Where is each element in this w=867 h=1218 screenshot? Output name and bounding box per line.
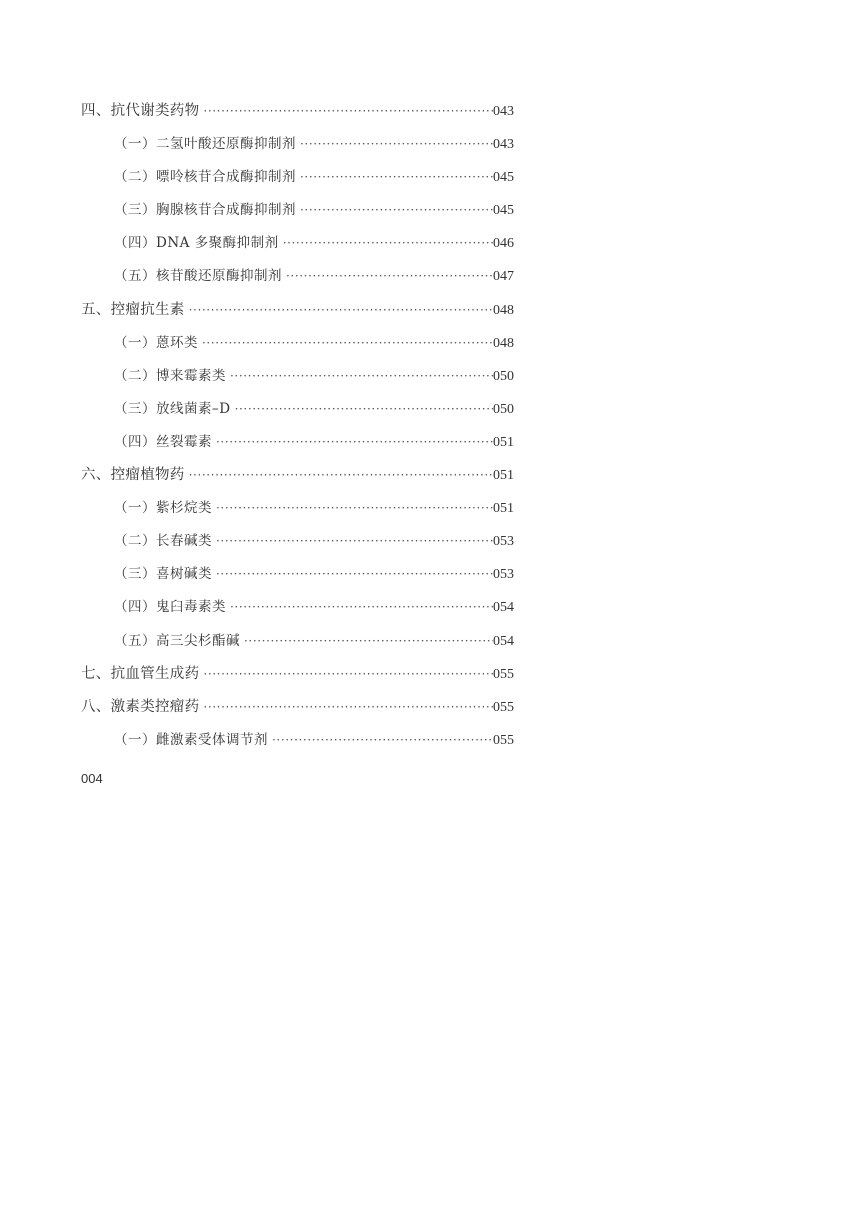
toc-entry-title: （三）喜树碱类	[114, 566, 212, 583]
toc-entry-title: （一）二氢叶酸还原酶抑制剂	[114, 136, 296, 153]
toc-entry-title: （二）嘌呤核苷合成酶抑制剂	[114, 169, 296, 186]
toc-entry-title: （二）长春碱类	[114, 533, 212, 550]
toc-entry-page: 054	[493, 633, 514, 649]
toc-entry-page: 043	[493, 137, 514, 153]
toc-entry-page: 051	[493, 468, 514, 484]
toc-entry-title: （三）放线菌素–D	[114, 400, 231, 417]
dot-leader	[283, 229, 493, 257]
toc-entry[interactable]	[81, 560, 514, 593]
dot-leader	[189, 461, 493, 489]
page-number: 004	[81, 771, 103, 786]
toc-entry[interactable]	[81, 329, 514, 362]
toc-entry[interactable]	[81, 527, 514, 560]
toc-entry-page: 054	[493, 600, 514, 616]
toc-entry-title: （四）丝裂霉素	[114, 433, 212, 450]
dot-leader	[235, 395, 493, 423]
toc-entry[interactable]	[81, 395, 514, 428]
dot-leader	[272, 726, 493, 754]
toc-entry-page: 050	[493, 401, 514, 417]
toc-entry-page: 046	[493, 236, 514, 252]
toc-entry-page: 053	[493, 534, 514, 550]
dot-leader	[230, 362, 493, 390]
toc-entry-title: （一）紫杉烷类	[114, 500, 212, 517]
toc-entry[interactable]	[81, 461, 514, 494]
toc-entry-page: 045	[493, 203, 514, 219]
toc-entry[interactable]	[81, 262, 514, 295]
dot-leader	[244, 627, 493, 655]
toc-entry-title: （一）雌激素受体调节剂	[114, 731, 268, 748]
dot-leader	[203, 97, 493, 125]
toc-entry[interactable]	[81, 494, 514, 527]
dot-leader	[216, 428, 493, 456]
toc-entry-page: 045	[493, 170, 514, 186]
toc-entry-title: （五）高三尖杉酯碱	[114, 632, 240, 649]
toc-entry-page: 055	[493, 732, 514, 748]
toc-entry-title: （一）蒽环类	[114, 334, 198, 351]
toc-entry-title: （三）胸腺核苷合成酶抑制剂	[114, 202, 296, 219]
dot-leader	[230, 593, 493, 621]
toc-entry-title: 八、激素类控瘤药	[81, 698, 200, 715]
toc-entry[interactable]	[81, 229, 514, 262]
toc-entry[interactable]	[81, 130, 514, 163]
dot-leader	[203, 660, 493, 688]
toc-entry[interactable]	[81, 296, 514, 329]
toc-entry-title: 四、抗代谢类药物	[81, 103, 200, 119]
toc-entry[interactable]	[81, 97, 514, 130]
toc-entry[interactable]	[81, 196, 514, 229]
toc-entry[interactable]	[81, 693, 514, 726]
toc-entry-title: （二）博来霉素类	[114, 367, 226, 384]
toc-entry[interactable]	[81, 163, 514, 196]
toc-entry[interactable]	[81, 362, 514, 395]
toc-entry-page: 048	[493, 302, 514, 318]
dot-leader	[189, 296, 493, 324]
toc-entry-page: 048	[493, 335, 514, 351]
dot-leader	[300, 130, 493, 158]
toc-entry-page: 053	[493, 567, 514, 583]
dot-leader	[216, 560, 493, 588]
dot-leader	[202, 329, 493, 357]
dot-leader	[203, 693, 493, 721]
toc-entry-title: （四）DNA 多聚酶抑制剂	[114, 235, 279, 252]
toc-entry-page: 055	[493, 666, 514, 682]
dot-leader	[216, 527, 493, 555]
toc-entry-page: 055	[493, 699, 514, 715]
table-of-contents	[81, 97, 514, 759]
toc-entry[interactable]	[81, 428, 514, 461]
toc-entry[interactable]	[81, 627, 514, 660]
dot-leader	[286, 262, 493, 290]
toc-entry-page: 051	[493, 434, 514, 450]
toc-entry-page: 047	[493, 269, 514, 285]
toc-entry[interactable]	[81, 660, 514, 693]
toc-entry[interactable]	[81, 726, 514, 759]
toc-entry-page: 043	[493, 104, 514, 119]
dot-leader	[300, 196, 493, 224]
toc-entry-page: 050	[493, 368, 514, 384]
dot-leader	[216, 494, 493, 522]
toc-entry-title: （四）鬼臼毒素类	[114, 599, 226, 616]
dot-leader	[300, 163, 493, 191]
toc-entry-title: 七、抗血管生成药	[81, 665, 200, 682]
toc-entry-title: 六、控瘤植物药	[81, 467, 185, 484]
toc-entry-title: （五）核苷酸还原酶抑制剂	[114, 268, 282, 285]
toc-entry-title: 五、控瘤抗生素	[81, 301, 185, 318]
toc-entry[interactable]	[81, 593, 514, 626]
toc-entry-page: 051	[493, 501, 514, 517]
